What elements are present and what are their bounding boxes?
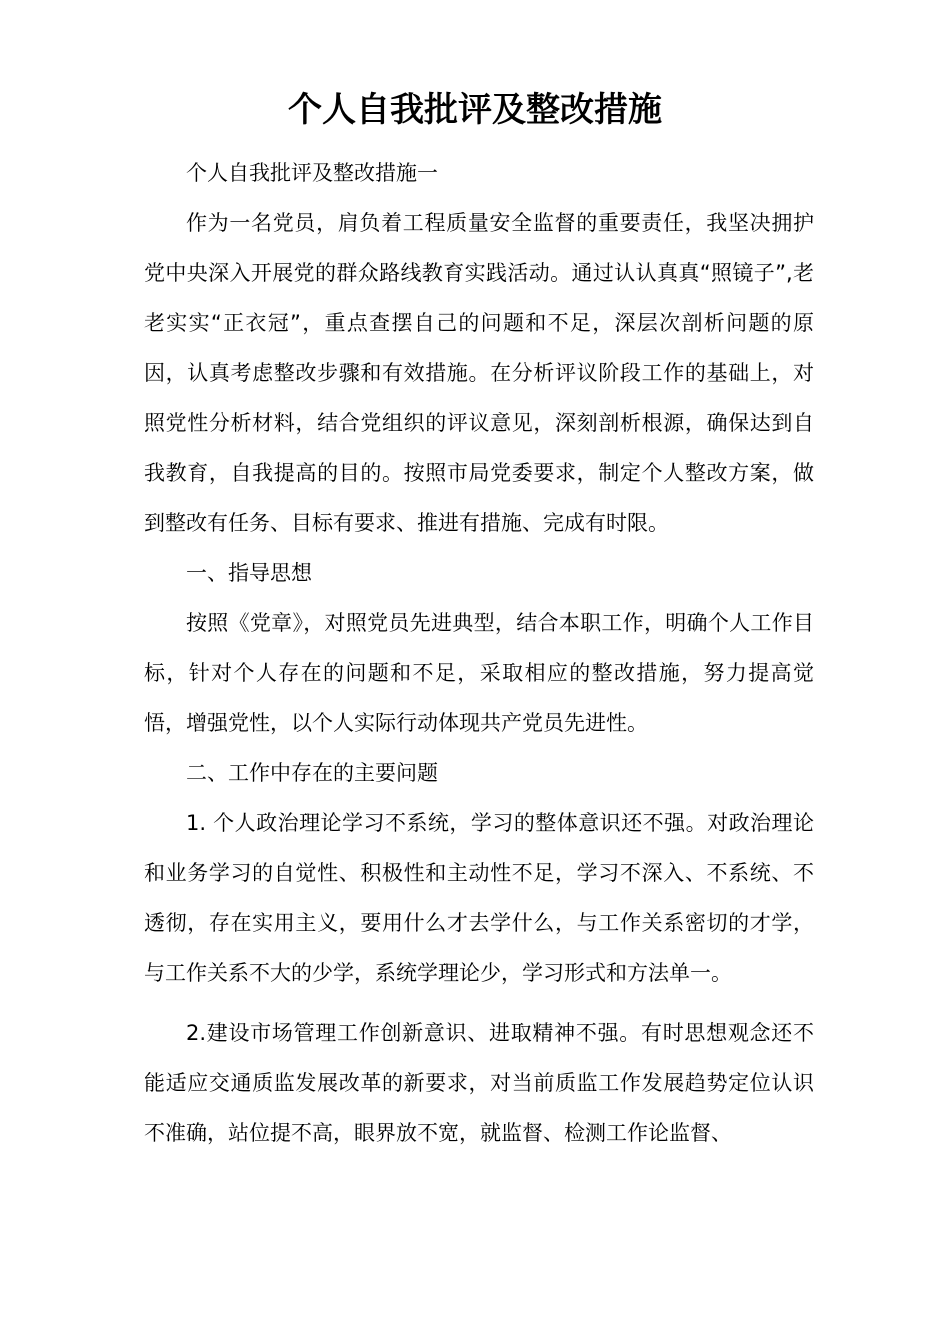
guiding-ideology-paragraph: 按照《党章》，对照党员先进典型，结合本职工作，明确个人工作目标，针对个人存在的问题和不足，采取相应的整改措施，努力提高觉悟，增强党性，以个人实际行动体现共产党员先进性。 xyxy=(144,611,814,735)
document-body xyxy=(144,148,814,1158)
heading-guiding-ideology: 一、指导思想 xyxy=(186,561,312,585)
problem-item-1: 1. 个人政治理论学习不系统，学习的整体意识还不强。对政治理论和业务学习的自觉性、积极性和主动性不足，学习不深入、不系统、不透彻，存在实用主义，要用什么才去学什么，与工作关系密切的才学，与工作关系不大的少学，系统学理论少，学习形式和方法单一。 xyxy=(144,811,814,985)
problem-item-2: 2.建设市场管理工作创新意识、进取精神不强。有时思想观念还不能适应交通质监发展改革的新要求，对当前质监工作发展趋势定位认识不准确，站位提不高，眼界放不宽，就监督、检测工作论监督、 xyxy=(144,1021,814,1145)
document-title: 个人自我批评及整改措施 xyxy=(288,90,662,130)
heading-main-problems: 二、工作中存在的主要问题 xyxy=(186,761,438,785)
intro-paragraph: 作为一名党员，肩负着工程质量安全监督的重要责任，我坚决拥护党中央深入开展党的群众路线教育实践活动。通过认认真真“照镜子”,老老实实“正衣冠”，重点查摆自己的问题和不足，深层次剖析问题的原因，认真考虑整改步骤和有效措施。在分析评议阶段工作的基础上，对照党性分析材料，结合党组织的评议意见，深刻剖析根源，确保达到自我教育，自我提高的目的。按照市局党委要求，制定个人整改方案，做到整改有任务、目标有要求、推进有措施、完成有时限。 xyxy=(144,211,814,535)
section-subtitle: 个人自我批评及整改措施一 xyxy=(186,161,438,185)
